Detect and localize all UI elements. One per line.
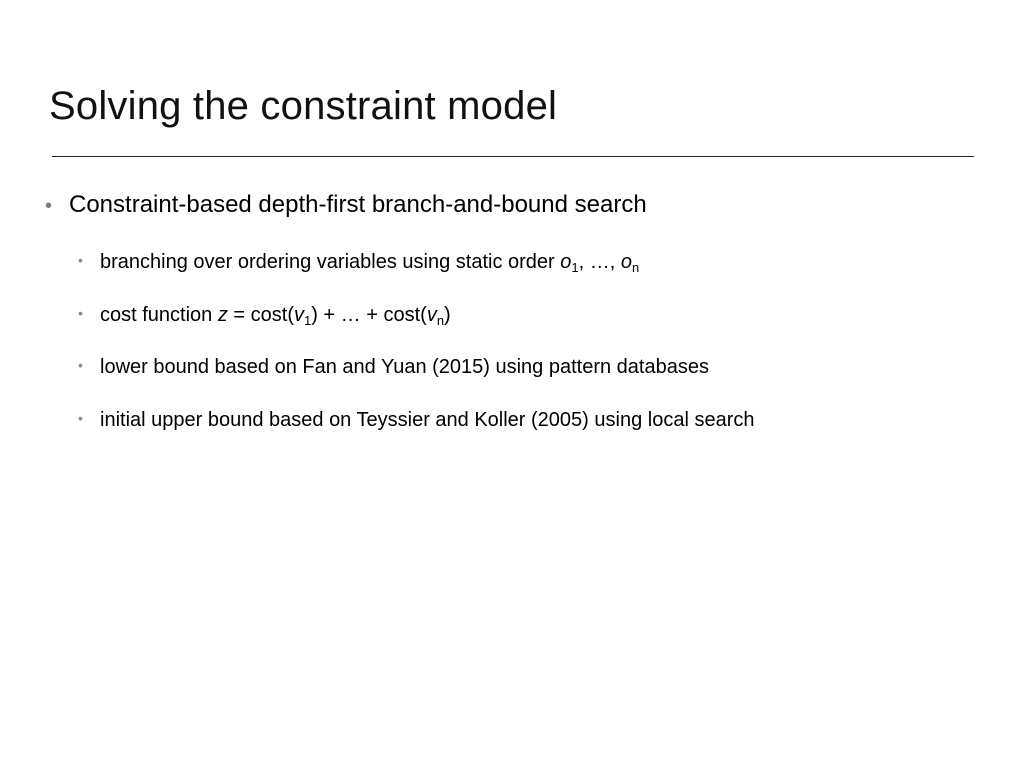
math-subscript: 1	[571, 260, 579, 275]
sub-bullet-upper-bound	[78, 405, 754, 433]
bullet-marker: •	[78, 252, 83, 268]
math-subscript: 1	[303, 313, 312, 328]
sub-bullet-text: branching over ordering variables using static order	[100, 251, 561, 273]
sub-bullet-lower-bound	[78, 352, 709, 380]
sub-bullet-text: = cost(	[227, 304, 294, 326]
sub-bullet-text: lower bound based on Fan and Yuan (2015) using pattern databases	[100, 356, 709, 378]
sub-bullet-text: initial upper bound based on Teyssier and Koller (2005) using local search	[100, 409, 755, 431]
sub-bullet-cost-function	[78, 300, 451, 328]
sub-bullet-text: ) + … + cost(	[311, 304, 427, 326]
math-subscript: n	[631, 260, 640, 275]
bullet-marker: •	[78, 410, 83, 426]
slide-title: Solving the constraint model	[49, 84, 558, 128]
math-var: v	[426, 304, 437, 326]
math-var: z	[217, 304, 228, 326]
main-bullet-text: Constraint-based depth-first branch-and-bound search	[69, 191, 647, 218]
math-subscript: n	[436, 313, 445, 328]
sub-bullet-text: )	[444, 304, 451, 326]
math-var: o	[620, 251, 632, 273]
main-bullet	[45, 190, 647, 221]
bullet-marker: •	[78, 357, 83, 373]
math-var: v	[293, 304, 304, 326]
math-var: o	[560, 251, 572, 273]
sub-bullet-branching	[78, 247, 639, 275]
title-divider	[52, 156, 974, 157]
bullet-marker: •	[78, 305, 83, 321]
sub-bullet-text: cost function	[100, 304, 218, 326]
sub-bullet-text: , …,	[578, 251, 621, 273]
bullet-marker: •	[45, 195, 53, 217]
